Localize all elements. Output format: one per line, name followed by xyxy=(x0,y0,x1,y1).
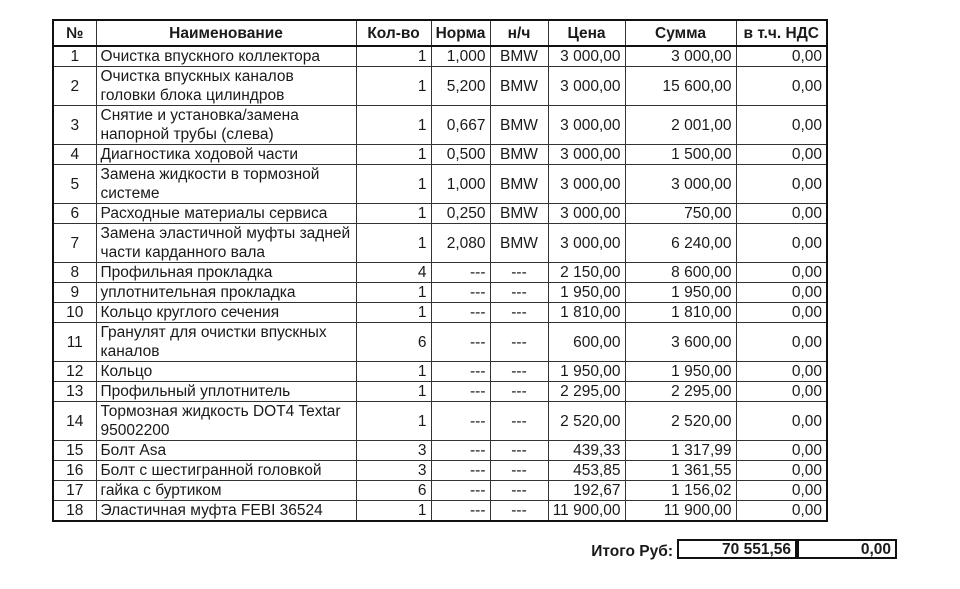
cell-unit: --- xyxy=(490,283,548,303)
cell-norm: --- xyxy=(431,323,490,362)
header-price: Цена xyxy=(548,20,625,46)
cell-sum: 11 900,00 xyxy=(625,501,736,522)
cell-sum: 1 500,00 xyxy=(625,145,736,165)
cell-num: 5 xyxy=(53,165,96,204)
table-header-row xyxy=(53,20,827,46)
cell-num: 10 xyxy=(53,303,96,323)
cell-unit: BMW xyxy=(490,46,548,67)
cell-name: Диагностика ходовой части xyxy=(96,145,356,165)
cell-qty: 1 xyxy=(356,106,431,145)
cell-price: 439,33 xyxy=(548,441,625,461)
cell-qty: 1 xyxy=(356,204,431,224)
cell-name: Расходные материалы сервиса xyxy=(96,204,356,224)
cell-norm: --- xyxy=(431,303,490,323)
cell-sum: 6 240,00 xyxy=(625,224,736,263)
table-row xyxy=(53,303,827,323)
cell-name: Кольцо круглого сечения xyxy=(96,303,356,323)
cell-num: 13 xyxy=(53,382,96,402)
cell-qty: 1 xyxy=(356,303,431,323)
cell-vat: 0,00 xyxy=(736,441,827,461)
cell-num: 2 xyxy=(53,67,96,106)
cell-num: 9 xyxy=(53,283,96,303)
cell-name: Профильная прокладка xyxy=(96,263,356,283)
cell-price: 3 000,00 xyxy=(548,165,625,204)
cell-num: 17 xyxy=(53,481,96,501)
cell-qty: 1 xyxy=(356,362,431,382)
cell-norm: --- xyxy=(431,283,490,303)
cell-vat: 0,00 xyxy=(736,323,827,362)
cell-price: 1 950,00 xyxy=(548,362,625,382)
cell-vat: 0,00 xyxy=(736,204,827,224)
header-sum: Сумма xyxy=(625,20,736,46)
cell-price: 2 520,00 xyxy=(548,402,625,441)
cell-price: 2 295,00 xyxy=(548,382,625,402)
cell-price: 11 900,00 xyxy=(548,501,625,522)
cell-num: 16 xyxy=(53,461,96,481)
cell-name: гайка с буртиком xyxy=(96,481,356,501)
cell-num: 12 xyxy=(53,362,96,382)
table-row xyxy=(53,204,827,224)
cell-qty: 6 xyxy=(356,323,431,362)
cell-num: 1 xyxy=(53,46,96,67)
cell-num: 3 xyxy=(53,106,96,145)
header-vat: в т.ч. НДС xyxy=(736,20,827,46)
cell-num: 7 xyxy=(53,224,96,263)
table-row xyxy=(53,263,827,283)
cell-vat: 0,00 xyxy=(736,224,827,263)
table-row xyxy=(53,461,827,481)
cell-sum: 3 000,00 xyxy=(625,46,736,67)
cell-price: 3 000,00 xyxy=(548,204,625,224)
cell-unit: BMW xyxy=(490,224,548,263)
cell-unit: --- xyxy=(490,382,548,402)
cell-norm: --- xyxy=(431,382,490,402)
cell-unit: --- xyxy=(490,481,548,501)
cell-vat: 0,00 xyxy=(736,283,827,303)
cell-name: Эластичная муфта FEBI 36524 xyxy=(96,501,356,522)
cell-vat: 0,00 xyxy=(736,263,827,283)
cell-sum: 1 361,55 xyxy=(625,461,736,481)
cell-name: Замена эластичной муфты задней части карданного вала xyxy=(96,224,356,263)
cell-name: Снятие и установка/замена напорной трубы (слева) xyxy=(96,106,356,145)
cell-name: Болт с шестигранной головкой xyxy=(96,461,356,481)
cell-num: 8 xyxy=(53,263,96,283)
cell-norm: --- xyxy=(431,501,490,522)
cell-vat: 0,00 xyxy=(736,382,827,402)
cell-norm: 1,000 xyxy=(431,165,490,204)
cell-num: 15 xyxy=(53,441,96,461)
cell-name: Тормозная жидкость DOT4 Textar 95002200 xyxy=(96,402,356,441)
table-row xyxy=(53,382,827,402)
cell-sum: 15 600,00 xyxy=(625,67,736,106)
cell-name: Кольцо xyxy=(96,362,356,382)
cell-qty: 1 xyxy=(356,67,431,106)
cell-sum: 750,00 xyxy=(625,204,736,224)
cell-sum: 2 001,00 xyxy=(625,106,736,145)
table-row xyxy=(53,501,827,522)
cell-qty: 4 xyxy=(356,263,431,283)
header-unit: н/ч xyxy=(490,20,548,46)
totals-vat: 0,00 xyxy=(797,539,897,559)
cell-unit: --- xyxy=(490,402,548,441)
cell-qty: 1 xyxy=(356,165,431,204)
cell-vat: 0,00 xyxy=(736,303,827,323)
header-num: № xyxy=(53,20,96,46)
cell-norm: --- xyxy=(431,441,490,461)
cell-name: Замена жидкости в тормозной системе xyxy=(96,165,356,204)
cell-price: 3 000,00 xyxy=(548,145,625,165)
invoice-table-wrapper xyxy=(52,19,828,522)
cell-vat: 0,00 xyxy=(736,481,827,501)
cell-unit: --- xyxy=(490,441,548,461)
cell-unit: BMW xyxy=(490,204,548,224)
cell-norm: --- xyxy=(431,263,490,283)
cell-unit: --- xyxy=(490,461,548,481)
cell-price: 3 000,00 xyxy=(548,46,625,67)
totals-row xyxy=(0,541,960,563)
cell-vat: 0,00 xyxy=(736,501,827,522)
cell-sum: 1 810,00 xyxy=(625,303,736,323)
cell-qty: 6 xyxy=(356,481,431,501)
header-name: Наименование xyxy=(96,20,356,46)
cell-norm: --- xyxy=(431,481,490,501)
table-row xyxy=(53,323,827,362)
cell-num: 18 xyxy=(53,501,96,522)
cell-num: 6 xyxy=(53,204,96,224)
cell-norm: --- xyxy=(431,402,490,441)
cell-vat: 0,00 xyxy=(736,106,827,145)
cell-qty: 1 xyxy=(356,501,431,522)
cell-sum: 3 600,00 xyxy=(625,323,736,362)
cell-sum: 1 156,02 xyxy=(625,481,736,501)
cell-qty: 1 xyxy=(356,402,431,441)
cell-num: 4 xyxy=(53,145,96,165)
cell-norm: --- xyxy=(431,362,490,382)
table-row xyxy=(53,106,827,145)
cell-norm: 1,000 xyxy=(431,46,490,67)
cell-unit: --- xyxy=(490,303,548,323)
invoice-table xyxy=(52,19,828,522)
cell-vat: 0,00 xyxy=(736,67,827,106)
cell-norm: --- xyxy=(431,461,490,481)
table-row xyxy=(53,224,827,263)
cell-qty: 1 xyxy=(356,145,431,165)
header-norm: Норма xyxy=(431,20,490,46)
cell-unit: BMW xyxy=(490,145,548,165)
cell-name: Гранулят для очистки впускных каналов xyxy=(96,323,356,362)
cell-num: 11 xyxy=(53,323,96,362)
cell-price: 3 000,00 xyxy=(548,67,625,106)
totals-sum: 70 551,56 xyxy=(677,539,797,559)
cell-vat: 0,00 xyxy=(736,402,827,441)
table-row xyxy=(53,67,827,106)
cell-unit: --- xyxy=(490,501,548,522)
cell-price: 1 810,00 xyxy=(548,303,625,323)
cell-sum: 8 600,00 xyxy=(625,263,736,283)
header-qty: Кол-во xyxy=(356,20,431,46)
totals-label: Итого Руб: xyxy=(591,543,673,560)
cell-sum: 2 295,00 xyxy=(625,382,736,402)
cell-unit: BMW xyxy=(490,106,548,145)
cell-norm: 0,250 xyxy=(431,204,490,224)
cell-price: 3 000,00 xyxy=(548,106,625,145)
cell-qty: 1 xyxy=(356,382,431,402)
table-body xyxy=(53,46,827,521)
cell-qty: 1 xyxy=(356,46,431,67)
cell-unit: BMW xyxy=(490,165,548,204)
cell-name: Очистка впускных каналов головки блока цилиндров xyxy=(96,67,356,106)
cell-norm: 2,080 xyxy=(431,224,490,263)
cell-sum: 3 000,00 xyxy=(625,165,736,204)
cell-vat: 0,00 xyxy=(736,46,827,67)
cell-qty: 1 xyxy=(356,224,431,263)
table-row xyxy=(53,46,827,67)
cell-vat: 0,00 xyxy=(736,145,827,165)
cell-vat: 0,00 xyxy=(736,165,827,204)
cell-unit: --- xyxy=(490,362,548,382)
cell-sum: 1 950,00 xyxy=(625,283,736,303)
table-row xyxy=(53,165,827,204)
cell-unit: --- xyxy=(490,263,548,283)
cell-unit: BMW xyxy=(490,67,548,106)
cell-norm: 0,667 xyxy=(431,106,490,145)
cell-num: 14 xyxy=(53,402,96,441)
cell-name: уплотнительная прокладка xyxy=(96,283,356,303)
cell-sum: 1 317,99 xyxy=(625,441,736,461)
cell-unit: --- xyxy=(490,323,548,362)
table-row xyxy=(53,283,827,303)
table-row xyxy=(53,145,827,165)
table-row xyxy=(53,402,827,441)
cell-price: 600,00 xyxy=(548,323,625,362)
cell-vat: 0,00 xyxy=(736,362,827,382)
cell-sum: 2 520,00 xyxy=(625,402,736,441)
cell-sum: 1 950,00 xyxy=(625,362,736,382)
cell-qty: 3 xyxy=(356,461,431,481)
cell-price: 3 000,00 xyxy=(548,224,625,263)
cell-price: 192,67 xyxy=(548,481,625,501)
cell-qty: 1 xyxy=(356,283,431,303)
cell-name: Очистка впускного коллектора xyxy=(96,46,356,67)
table-row xyxy=(53,441,827,461)
table-row xyxy=(53,362,827,382)
cell-price: 453,85 xyxy=(548,461,625,481)
cell-name: Профильный уплотнитель xyxy=(96,382,356,402)
cell-price: 1 950,00 xyxy=(548,283,625,303)
cell-norm: 5,200 xyxy=(431,67,490,106)
cell-name: Болт Asa xyxy=(96,441,356,461)
table-row xyxy=(53,481,827,501)
cell-vat: 0,00 xyxy=(736,461,827,481)
cell-norm: 0,500 xyxy=(431,145,490,165)
cell-price: 2 150,00 xyxy=(548,263,625,283)
cell-qty: 3 xyxy=(356,441,431,461)
